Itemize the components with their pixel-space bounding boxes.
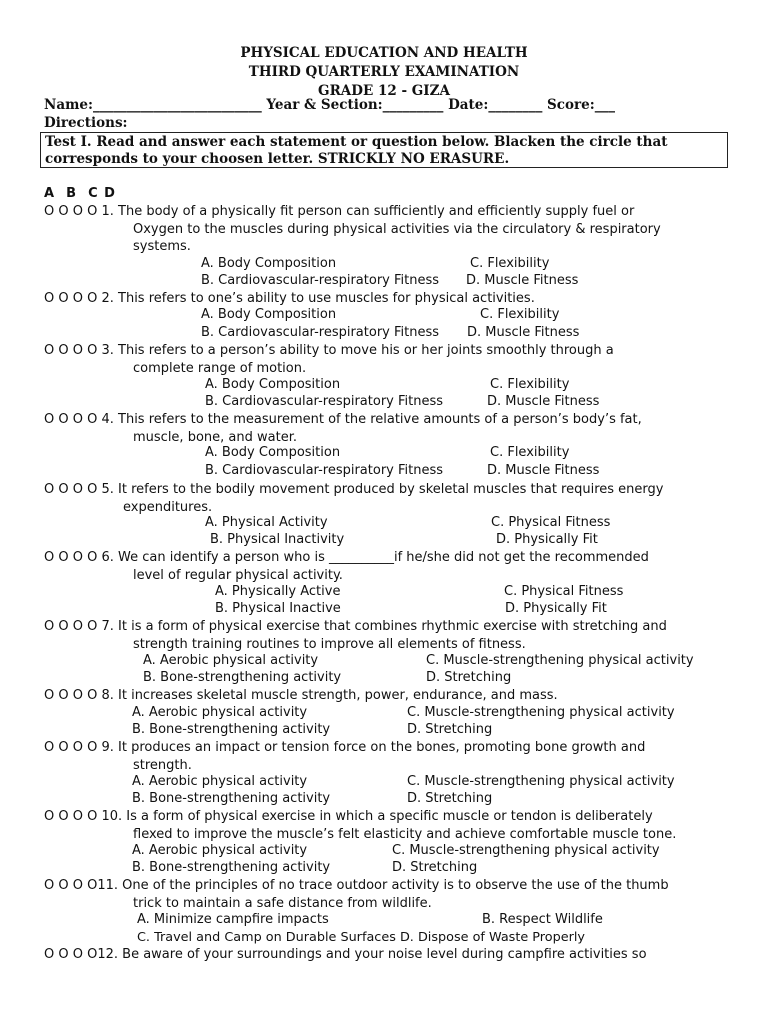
instructions-line-2: corresponds to your choosen letter. STRICKLY NO ERASURE.	[45, 151, 510, 167]
question-4	[44, 411, 744, 446]
option-d: D. Muscle Fitness	[466, 273, 579, 288]
answer-bubbles[interactable]: O O O O	[44, 204, 98, 219]
answer-bubbles[interactable]: O O O O	[44, 550, 98, 565]
option-d: D. Stretching	[407, 791, 493, 806]
question-number: 10.	[101, 809, 123, 824]
exam-grade: GRADE 12 - GIZA	[318, 83, 450, 99]
date-field[interactable]: Date:________	[443, 97, 543, 113]
option-c: C. Physical Fitness	[504, 584, 624, 599]
option-b: B. Bone-strengthening activity	[132, 860, 331, 875]
question-text: strength.	[133, 757, 192, 773]
question-8	[44, 687, 744, 705]
answer-bubbles[interactable]: O O O O	[44, 809, 98, 824]
directions-label: Directions:	[44, 115, 128, 131]
question-text: This refers to one’s ability to use muscles for physical activities.	[118, 291, 535, 306]
question-text: We can identify a person who is __________if he/she did not get the recommended	[118, 550, 649, 565]
instructions-line-1: Test I. Read and answer each statement or question below. Blacken the circle that	[45, 134, 668, 150]
question-text: It refers to the bodily movement produced by skeletal muscles that requires energy	[118, 482, 664, 497]
option-c: C. Physical Fitness	[491, 515, 611, 530]
option-c: C. Flexibility	[490, 445, 570, 460]
question-number: 5.	[101, 482, 114, 497]
option-d: D. Physically Fit	[505, 601, 607, 616]
option-a: A. Aerobic physical activity	[143, 653, 319, 668]
option-d: D. Dispose of Waste Properly	[399, 930, 585, 945]
option-c: C. Travel and Camp on Durable Surfaces	[137, 930, 396, 945]
question-text: This refers to a person’s ability to move his or her joints smoothly through a	[118, 343, 614, 358]
option-c: C. Flexibility	[480, 307, 560, 322]
exam-header	[0, 44, 768, 101]
option-b: B. Bone-strengthening activity	[143, 670, 342, 685]
option-c-and-d	[137, 930, 585, 945]
question-text: expenditures.	[123, 499, 213, 515]
question-number: 3.	[101, 343, 114, 358]
option-a: A. Aerobic physical activity	[132, 774, 308, 789]
option-b: B. Cardiovascular-respiratory Fitness	[205, 394, 444, 409]
question-number: 7.	[101, 619, 114, 634]
option-c: C. Muscle-strengthening physical activity	[392, 843, 660, 858]
option-d: D. Physically Fit	[496, 532, 598, 547]
option-d: D. Stretching	[407, 722, 493, 737]
question-text: strength training routines to improve all elements of fitness.	[133, 636, 526, 652]
question-12	[44, 946, 744, 964]
exam-subject: PHYSICAL EDUCATION AND HEALTH	[240, 45, 528, 61]
answer-bubbles[interactable]: O O O O	[44, 947, 98, 962]
name-field[interactable]: Name:_________________________	[44, 97, 262, 113]
question-text: It is a form of physical exercise that combines rhythmic exercise with stretching and	[118, 619, 667, 634]
option-b: B. Bone-strengthening activity	[132, 722, 331, 737]
question-text: level of regular physical activity.	[133, 567, 343, 583]
option-c: C. Flexibility	[470, 256, 550, 271]
question-text: trick to maintain a safe distance from wildlife.	[133, 895, 432, 911]
answer-bubbles[interactable]: O O O O	[44, 482, 98, 497]
option-a: A. Aerobic physical activity	[132, 705, 308, 720]
option-c: C. Flexibility	[490, 377, 570, 392]
question-9	[44, 739, 744, 774]
option-a: A. Aerobic physical activity	[132, 843, 308, 858]
question-text: Be aware of your surroundings and your noise level during campfire activities so	[122, 947, 647, 962]
question-text: One of the principles of no trace outdoor activity is to observe the use of the thumb	[122, 878, 669, 893]
question-7	[44, 618, 744, 653]
option-a: A. Body Composition	[205, 445, 341, 460]
question-11	[44, 877, 744, 912]
option-a: A. Minimize campfire impacts	[137, 912, 329, 927]
question-number: 4.	[101, 412, 114, 427]
question-3	[44, 342, 744, 377]
question-6	[44, 549, 744, 584]
option-b: B. Cardiovascular-respiratory Fitness	[205, 463, 444, 478]
question-text: muscle, bone, and water.	[133, 429, 297, 445]
option-b: B. Bone-strengthening activity	[132, 791, 331, 806]
answer-columns-header: A B C D	[44, 186, 116, 201]
question-number: 2.	[101, 291, 114, 306]
question-text: It increases skeletal muscle strength, power, endurance, and mass.	[118, 688, 558, 703]
option-a: A. Body Composition	[201, 256, 337, 271]
option-b: B. Respect Wildlife	[482, 912, 603, 927]
question-number: 9.	[101, 740, 114, 755]
option-a: A. Body Composition	[205, 377, 341, 392]
option-a: A. Physically Active	[215, 584, 341, 599]
question-text: It produces an impact or tension force on the bones, promoting bone growth and	[118, 740, 646, 755]
question-text: flexed to improve the muscle’s felt elasticity and achieve comfortable muscle tone.	[133, 826, 677, 842]
question-number: 11.	[97, 878, 119, 893]
answer-bubbles[interactable]: O O O O	[44, 291, 98, 306]
question-number: 12.	[97, 947, 119, 962]
option-d: D. Stretching	[392, 860, 478, 875]
option-d: D. Muscle Fitness	[487, 463, 600, 478]
student-info-line	[44, 97, 734, 113]
answer-bubbles[interactable]: O O O O	[44, 412, 98, 427]
score-field[interactable]: Score:___	[542, 97, 615, 113]
question-text: The body of a physically fit person can sufficiently and efficiently supply fuel or	[118, 204, 635, 219]
option-d: D. Muscle Fitness	[467, 325, 580, 340]
question-10	[44, 808, 744, 843]
question-number: 8.	[101, 688, 114, 703]
question-text: Is a form of physical exercise in which a specific muscle or tendon is deliberately	[122, 809, 653, 824]
answer-bubbles[interactable]: O O O O	[44, 343, 98, 358]
option-c: C. Muscle-strengthening physical activity	[407, 705, 675, 720]
answer-bubbles[interactable]: O O O O	[44, 688, 98, 703]
option-b: B. Cardiovascular-respiratory Fitness	[201, 325, 440, 340]
option-a: A. Physical Activity	[205, 515, 328, 530]
option-b: B. Cardiovascular-respiratory Fitness	[201, 273, 440, 288]
answer-bubbles[interactable]: O O O O	[44, 740, 98, 755]
question-number: 6.	[101, 550, 114, 565]
question-text: complete range of motion.	[133, 360, 307, 376]
option-a: A. Body Composition	[201, 307, 337, 322]
option-b: B. Physical Inactivity	[210, 532, 345, 547]
year-section-field[interactable]: Year & Section:_________	[261, 97, 444, 113]
question-1	[44, 203, 744, 256]
test-instructions-box	[40, 132, 728, 168]
question-text: systems.	[133, 239, 191, 254]
option-b: B. Physical Inactive	[215, 601, 341, 616]
option-d: D. Muscle Fitness	[487, 394, 600, 409]
question-5	[44, 481, 744, 516]
question-text: This refers to the measurement of the relative amounts of a person’s body’s fat,	[118, 412, 642, 427]
option-c: C. Muscle-strengthening physical activity	[407, 774, 675, 789]
question-2	[44, 290, 744, 308]
question-text: Oxygen to the muscles during physical activities via the circulatory & respiratory	[133, 221, 661, 237]
option-d: D. Stretching	[426, 670, 512, 685]
answer-bubbles[interactable]: O O O O	[44, 878, 98, 893]
question-number: 1.	[101, 204, 114, 219]
exam-title: THIRD QUARTERLY EXAMINATION	[248, 64, 520, 80]
option-c: C. Muscle-strengthening physical activity	[426, 653, 694, 668]
answer-bubbles[interactable]: O O O O	[44, 619, 98, 634]
